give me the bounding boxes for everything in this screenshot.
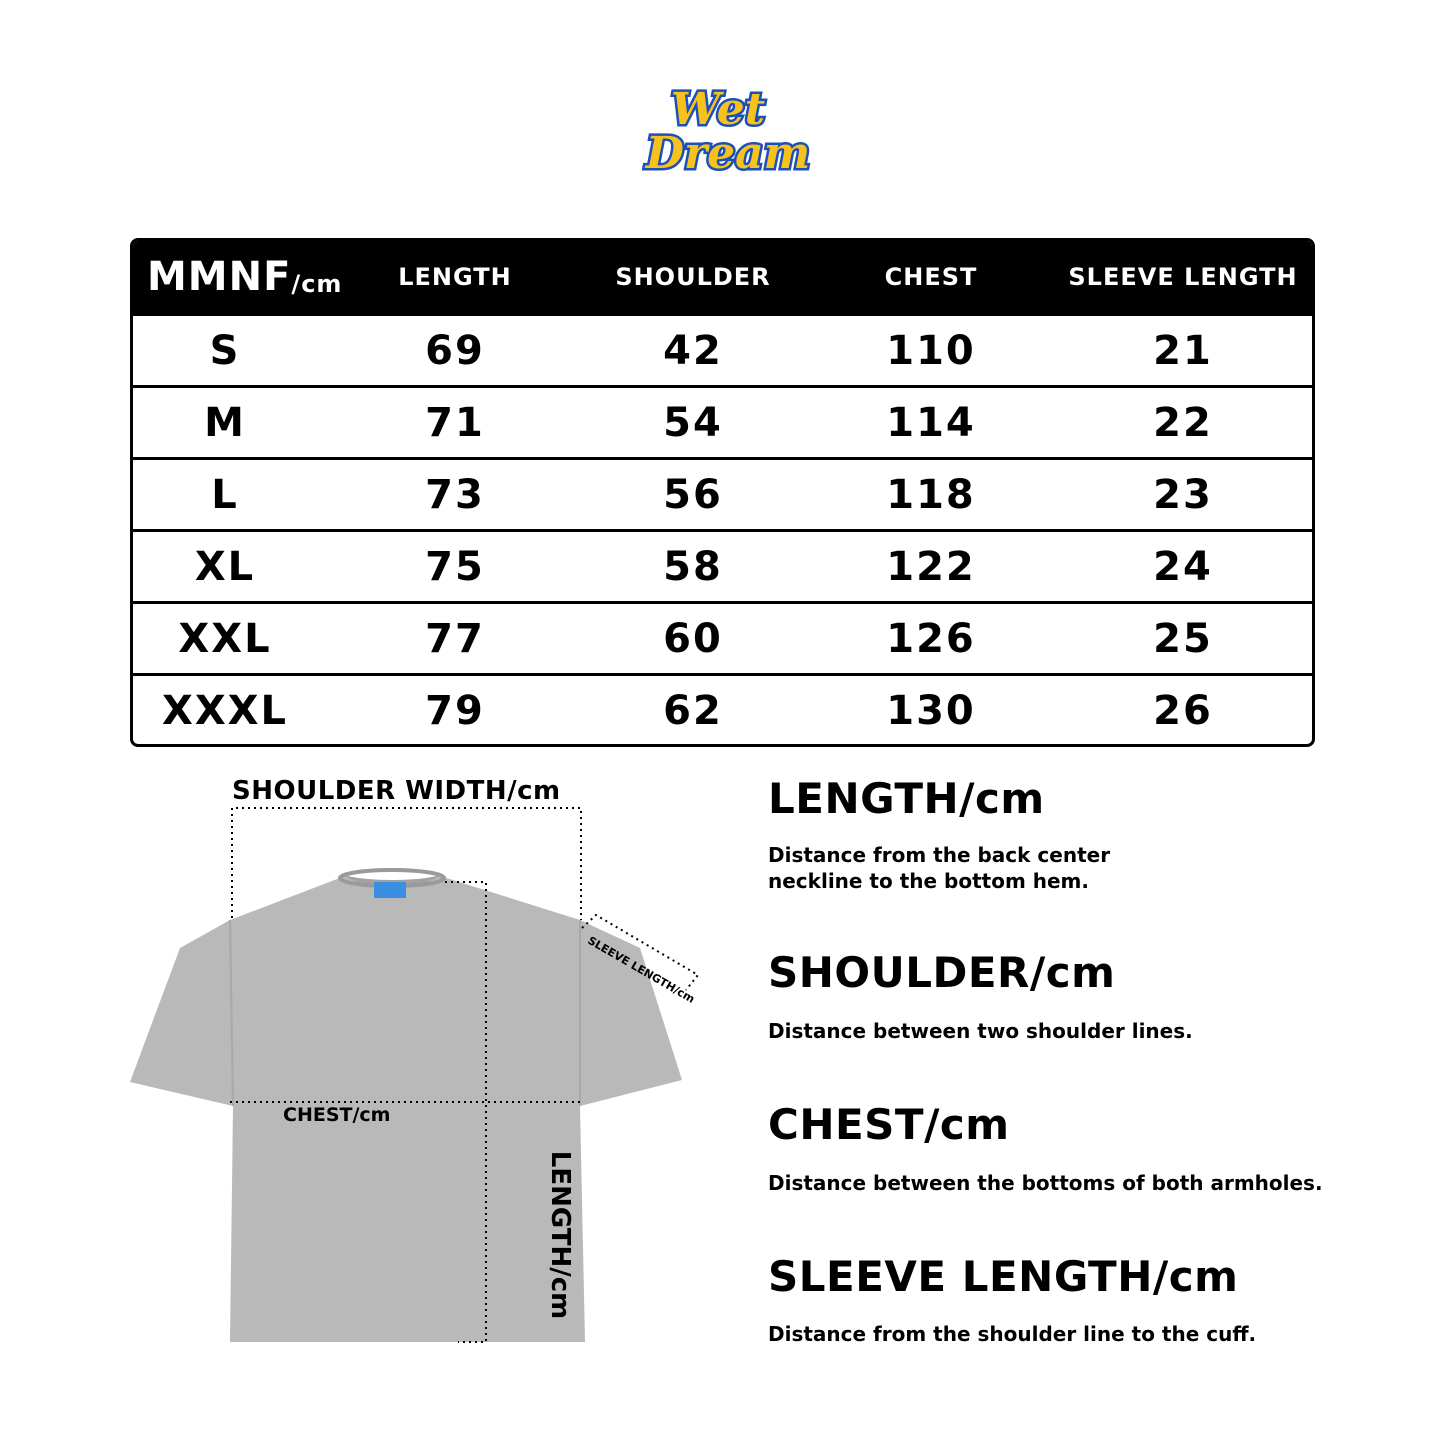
- def-sleeve-desc: Distance from the shoulder line to the cuff.: [768, 1322, 1257, 1346]
- length-cell: 79: [425, 687, 485, 734]
- table-row: [133, 457, 1312, 529]
- sleeve-cell: 26: [1153, 687, 1213, 734]
- tshirt-measurement-diagram: [120, 770, 720, 1360]
- size-cell: M: [204, 399, 246, 446]
- length-cell: 69: [425, 327, 485, 374]
- chest-cell: 118: [886, 471, 976, 518]
- length-cell: 77: [425, 615, 485, 662]
- length-label: LENGTH/cm: [545, 1150, 575, 1320]
- chest-label: CHEST/cm: [283, 1104, 391, 1126]
- chest-cell: 126: [886, 615, 976, 662]
- size-cell: XXL: [178, 615, 272, 662]
- def-length-desc: Distance from the back center neckline to the bottom hem.: [768, 843, 1111, 893]
- table-row: [133, 385, 1312, 457]
- header-sleeve-length: SLEEVE LENGTH: [1068, 263, 1298, 291]
- table-row: [133, 313, 1312, 385]
- chest-cell: 130: [886, 687, 976, 734]
- chest-cell: 110: [886, 327, 976, 374]
- table-row: [133, 601, 1312, 673]
- def-chest-desc: Distance between the bottoms of both armholes.: [768, 1171, 1323, 1195]
- header-unit: /cm: [291, 270, 343, 298]
- shoulder-width-label: SHOULDER WIDTH/cm: [232, 776, 561, 806]
- table-row: [133, 673, 1312, 745]
- header-brand-name: MMNF: [147, 254, 292, 300]
- sleeve-cell: 25: [1153, 615, 1213, 662]
- def-length-title: LENGTH/cm: [768, 774, 1045, 823]
- sleeve-length-label: SLEEVE LENGTH/cm: [585, 934, 697, 1006]
- shoulder-cell: 60: [663, 615, 723, 662]
- header-shoulder: SHOULDER: [615, 263, 771, 291]
- table-header: [133, 241, 1312, 313]
- def-shoulder-title: SHOULDER/cm: [768, 948, 1116, 997]
- def-sleeve-title: SLEEVE LENGTH/cm: [768, 1252, 1239, 1301]
- sleeve-cell: 21: [1153, 327, 1213, 374]
- size-chart-table: [130, 238, 1315, 747]
- header-length: LENGTH: [398, 263, 512, 291]
- size-cell: S: [209, 327, 241, 374]
- chest-cell: 114: [886, 399, 976, 446]
- table-row: [133, 529, 1312, 601]
- shoulder-cell: 42: [663, 327, 723, 374]
- chest-cell: 122: [886, 543, 976, 590]
- sleeve-cell: 22: [1153, 399, 1213, 446]
- tshirt-illustration: [120, 770, 720, 1360]
- shoulder-cell: 54: [663, 399, 723, 446]
- logo-line2: Dream: [645, 128, 811, 178]
- size-cell: XXXL: [161, 687, 288, 734]
- sleeve-cell: 24: [1153, 543, 1213, 590]
- shoulder-cell: 58: [663, 543, 723, 590]
- header-chest: CHEST: [884, 263, 978, 291]
- wet-dream-logo: [620, 78, 830, 178]
- shoulder-cell: 56: [663, 471, 723, 518]
- logo-line1: Wet: [670, 84, 766, 135]
- length-cell: 71: [425, 399, 485, 446]
- length-cell: 75: [425, 543, 485, 590]
- size-cell: XL: [194, 543, 256, 590]
- def-shoulder-desc: Distance between two shoulder lines.: [768, 1019, 1193, 1043]
- header-brand: [133, 241, 377, 313]
- length-cell: 73: [425, 471, 485, 518]
- shoulder-cell: 62: [663, 687, 723, 734]
- def-chest-title: CHEST/cm: [768, 1100, 1010, 1149]
- sleeve-cell: 23: [1153, 471, 1213, 518]
- size-cell: L: [211, 471, 239, 518]
- neck-tag: [374, 882, 406, 898]
